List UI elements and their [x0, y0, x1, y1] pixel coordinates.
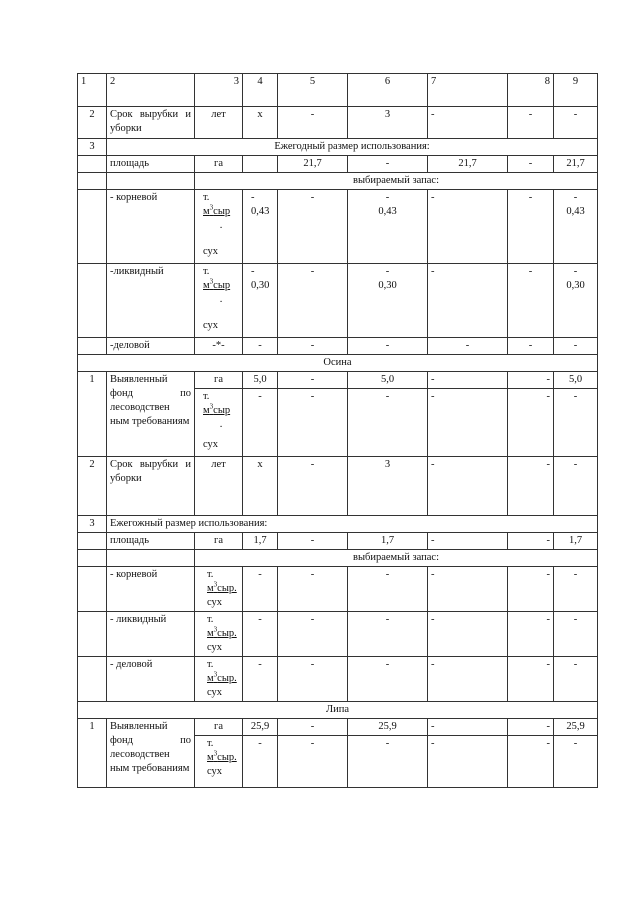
cell-value: - [428, 719, 508, 736]
cell-value: - [508, 389, 554, 457]
row-label: - деловой [107, 657, 195, 702]
cell-value: - [554, 457, 598, 516]
cell-value: - [278, 736, 348, 788]
row-number [78, 264, 107, 338]
cell-value: - [428, 612, 508, 657]
row-unit: т. $м^3сыр$ . сух [195, 190, 243, 264]
row-number [78, 190, 107, 264]
row-unit: га [195, 156, 243, 173]
header-cell: 7 [428, 74, 508, 107]
cell-value: 25,9 [554, 719, 598, 736]
cell-value: 25,9 [348, 719, 428, 736]
cell-value: 3 [348, 107, 428, 139]
cell-value: 21,7 [428, 156, 508, 173]
cell-value: - [508, 264, 554, 338]
cell-value: - [428, 107, 508, 139]
cell-value: - [428, 736, 508, 788]
cell-value: 21,7 [278, 156, 348, 173]
cell-value: х [243, 457, 278, 516]
section-subtitle: Ежегодный размер использования: [107, 139, 598, 156]
header-cell: 2 [107, 74, 195, 107]
row-unit: т. $м^3сыр$. сух [195, 736, 243, 788]
cell-value: - [243, 567, 278, 612]
header-cell: 4 [243, 74, 278, 107]
row-unit: -*- [195, 338, 243, 355]
row-unit: т. $м^3сыр$. сух [195, 612, 243, 657]
table-row [78, 550, 598, 567]
table-row [78, 156, 598, 173]
cell-value: 1,7 [554, 533, 598, 550]
cell-value: - [554, 338, 598, 355]
cell-value: - [508, 107, 554, 139]
table-row [78, 173, 598, 190]
row-unit: га [195, 533, 243, 550]
row-label: - ликвидный [107, 612, 195, 657]
row-label: площадь [107, 533, 195, 550]
table-section-row [78, 355, 598, 372]
table-row [78, 533, 598, 550]
cell-value: - [508, 657, 554, 702]
cell-value: х [243, 107, 278, 139]
row-label: площадь [107, 156, 195, 173]
row-number: 2 [78, 107, 107, 139]
cell-value: - [243, 612, 278, 657]
table-row [78, 567, 598, 612]
cell-value: 25,9 [243, 719, 278, 736]
row-unit: лет [195, 107, 243, 139]
cell-value: - [554, 612, 598, 657]
empty-cell [107, 550, 195, 567]
row-label: Выявленный фонд по лесоводствен ным требованиям [107, 372, 195, 457]
row-number: 3 [78, 516, 107, 533]
cell-value: - [348, 612, 428, 657]
table-row [78, 139, 598, 156]
table-row [78, 719, 598, 736]
table-row [78, 264, 598, 338]
forest-use-table [77, 73, 598, 788]
cell-value: - [348, 657, 428, 702]
row-number: 1 [78, 719, 107, 788]
cell-value: 1,7 [348, 533, 428, 550]
cell-value: - [554, 736, 598, 788]
header-cell: 9 [554, 74, 598, 107]
cell-value: - [348, 389, 428, 457]
cell-value: - 0,43 [554, 190, 598, 264]
cell-value: - 0,30 [243, 264, 278, 338]
cell-value: - [428, 190, 508, 264]
cell-value: - 0,30 [554, 264, 598, 338]
cell-value: - [508, 567, 554, 612]
cell-value: - [428, 389, 508, 457]
table-row [78, 457, 598, 516]
cell-value: - 0,30 [348, 264, 428, 338]
cell-value: - [554, 567, 598, 612]
row-label: Срок вырубки и уборки [107, 107, 195, 139]
row-label: - корневой [107, 567, 195, 612]
cell-value: - [508, 457, 554, 516]
row-label: - корневой [107, 190, 195, 264]
row-number [78, 533, 107, 550]
cell-value: - [348, 338, 428, 355]
section-subtitle: выбираемый запас: [195, 173, 598, 190]
cell-value: - [278, 372, 348, 389]
cell-value: - [243, 657, 278, 702]
cell-value: - [428, 657, 508, 702]
row-unit: т. $м^3сыр$ . сух [195, 264, 243, 338]
cell-value: - [508, 612, 554, 657]
cell-value: - [243, 736, 278, 788]
header-cell: 6 [348, 74, 428, 107]
table-row [78, 372, 598, 389]
cell-value: - [554, 657, 598, 702]
cell-value: - [348, 156, 428, 173]
cell-value: - [278, 719, 348, 736]
cell-value: - [278, 338, 348, 355]
cell-value: 1,7 [243, 533, 278, 550]
row-unit: га [195, 372, 243, 389]
section-subtitle: Ежегожный размер использования: [107, 516, 598, 533]
section-title-osina: Осина [78, 355, 598, 372]
cell-value: - [278, 190, 348, 264]
cell-value: - [508, 372, 554, 389]
cell-value: 3 [348, 457, 428, 516]
row-unit: т. $м^3сыр$. сух [195, 567, 243, 612]
row-unit: лет [195, 457, 243, 516]
empty-cell [107, 173, 195, 190]
cell-value: - [278, 567, 348, 612]
table-row [78, 190, 598, 264]
header-cell: 3 [195, 74, 243, 107]
cell-value: - [554, 107, 598, 139]
cell-value: 5,0 [554, 372, 598, 389]
header-cell: 5 [278, 74, 348, 107]
cell-value: - [278, 657, 348, 702]
cell-value: - [278, 264, 348, 338]
table-row [78, 516, 598, 533]
cell-value [243, 156, 278, 173]
row-number [78, 612, 107, 657]
cell-value: - [278, 389, 348, 457]
cell-value: - [508, 156, 554, 173]
cell-value: - [428, 533, 508, 550]
cell-value: - [508, 719, 554, 736]
row-number: 2 [78, 457, 107, 516]
header-cell: 1 [78, 74, 107, 107]
cell-value: - [278, 533, 348, 550]
table-header-row [78, 74, 598, 107]
cell-value: 5,0 [243, 372, 278, 389]
row-number [78, 567, 107, 612]
section-subtitle: выбираемый запас: [195, 550, 598, 567]
cell-value: - [278, 107, 348, 139]
row-label: Выявленный фонд по лесоводствен ным требованиям [107, 719, 195, 788]
table-row [78, 338, 598, 355]
cell-value: - [508, 190, 554, 264]
cell-value: - [278, 457, 348, 516]
cell-value: - [508, 736, 554, 788]
cell-value: - 0,43 [348, 190, 428, 264]
cell-value: - [428, 264, 508, 338]
table-row [78, 657, 598, 702]
empty-cell [78, 173, 107, 190]
row-unit: га [195, 719, 243, 736]
cell-value: - [348, 567, 428, 612]
row-number: 1 [78, 372, 107, 457]
cell-value: - [428, 457, 508, 516]
cell-value: - [554, 389, 598, 457]
cell-value: - [278, 612, 348, 657]
row-unit: т. $м^3сыр$ . сух [195, 389, 243, 457]
empty-cell [78, 550, 107, 567]
table-section-row [78, 702, 598, 719]
cell-value: - [243, 389, 278, 457]
cell-value: - [243, 338, 278, 355]
row-number [78, 338, 107, 355]
row-number [78, 657, 107, 702]
row-unit: т. $м^3сыр$. сух [195, 657, 243, 702]
row-label: -деловой [107, 338, 195, 355]
cell-value: - [508, 338, 554, 355]
table-row [78, 107, 598, 139]
section-title-lipa: Липа [78, 702, 598, 719]
cell-value: - [428, 372, 508, 389]
cell-value: - [428, 338, 508, 355]
cell-value: - [508, 533, 554, 550]
row-label: Срок вырубки и уборки [107, 457, 195, 516]
row-number: 3 [78, 139, 107, 156]
cell-value: - [428, 567, 508, 612]
cell-value: 5,0 [348, 372, 428, 389]
table-row [78, 612, 598, 657]
row-number [78, 156, 107, 173]
cell-value: 21,7 [554, 156, 598, 173]
cell-value: - 0,43 [243, 190, 278, 264]
cell-value: - [348, 736, 428, 788]
header-cell: 8 [508, 74, 554, 107]
row-label: -ликвидный [107, 264, 195, 338]
